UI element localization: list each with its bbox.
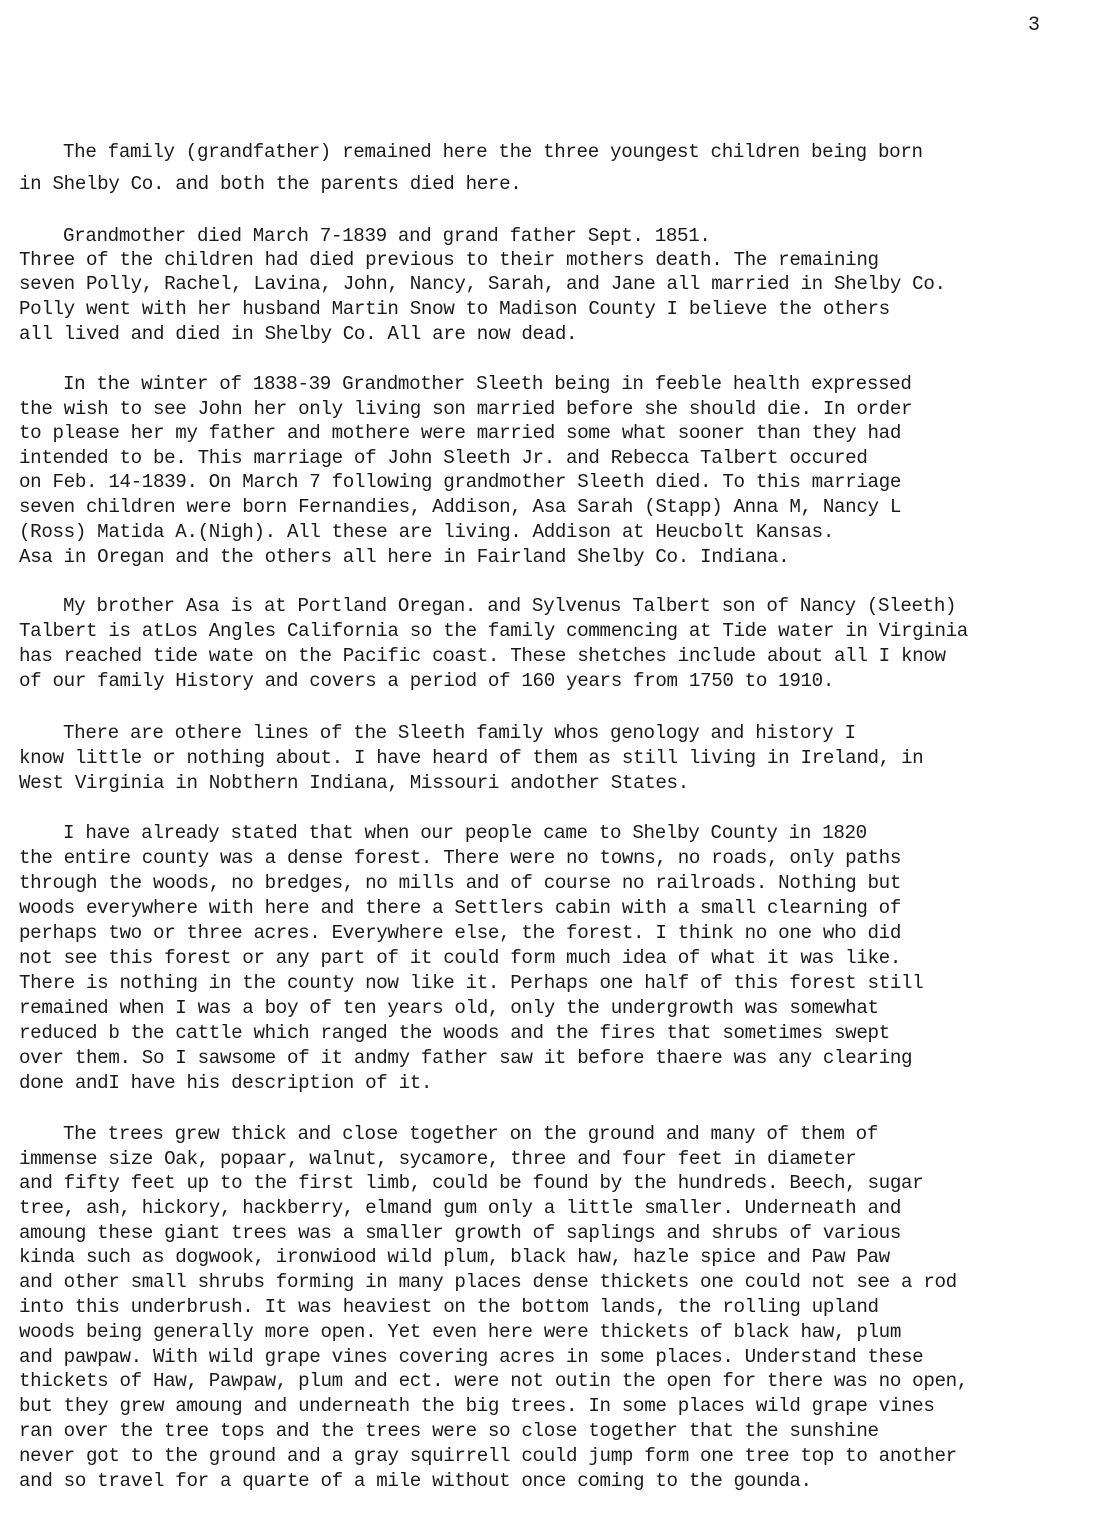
text-line: and other small shrubs forming in many places dense thickets one could not see a rod	[19, 1271, 957, 1293]
text-line: know little or nothing about. I have heard of them as still living in Ireland, in	[19, 747, 924, 769]
text-line: The family (grandfather) remained here the three youngest children being born	[63, 141, 923, 163]
text-line: but they grew amoung and underneath the big trees. In some places wild grape vines	[19, 1395, 935, 1417]
text-line: Grandmother died March 7-1839 and grand father Sept. 1851.	[63, 225, 711, 247]
text-line: not see this forest or any part of it could form much idea of what it was like.	[19, 947, 901, 969]
text-line: In the winter of 1838-39 Grandmother Sleeth being in feeble health expressed	[63, 373, 912, 395]
text-line: There are othere lines of the Sleeth family whos genology and history I	[63, 722, 856, 744]
text-line: all lived and died in Shelby Co. All are now dead.	[19, 323, 578, 345]
text-line: The trees grew thick and close together on the ground and many of them of	[63, 1123, 878, 1145]
text-line: Talbert is atLos Angles California so the family commencing at Tide water in Virginia	[19, 620, 968, 642]
text-line: Polly went with her husband Martin Snow to Madison County I believe the others	[19, 298, 890, 320]
text-line: immense size Oak, popaar, walnut, sycamore, three and four feet in diameter	[19, 1148, 857, 1170]
text-line: through the woods, no bredges, no mills and of course no railroads. Nothing but	[19, 872, 901, 894]
text-line: Asa in Oregan and the others all here in Fairland Shelby Co. Indiana.	[19, 546, 790, 568]
text-line: to please her my father and mothere were married some what sooner than they had	[19, 422, 901, 444]
text-line: remained when I was a boy of ten years old, only the undergrowth was somewhat	[19, 997, 879, 1019]
text-line: never got to the ground and a gray squirrell could jump form one tree top to another	[19, 1445, 957, 1467]
text-line: thickets of Haw, Pawpaw, plum and ect. were not outin the open for there was no open,	[19, 1370, 968, 1392]
text-line: the entire county was a dense forest. There were no towns, no roads, only paths	[19, 847, 901, 869]
text-line: of our family History and covers a period of 160 years from 1750 to 1910.	[19, 670, 834, 692]
text-line: and pawpaw. With wild grape vines covering acres in some places. Understand these	[19, 1346, 924, 1368]
text-line: (Ross) Matida A.(Nigh). All these are living. Addison at Heucbolt Kansas.	[19, 521, 834, 543]
text-line: and fifty feet up to the first limb, could be found by the hundreds. Beech, sugar	[19, 1172, 924, 1194]
text-line: intended to be. This marriage of John Sleeth Jr. and Rebecca Talbert occured	[19, 447, 868, 469]
page-number: 3	[1027, 14, 1040, 37]
text-line: kinda such as dogwook, ironwiood wild plum, black haw, hazle spice and Paw Paw	[19, 1246, 890, 1268]
text-line: amoung these giant trees was a smaller growth of saplings and shrubs of various	[19, 1222, 901, 1244]
text-line: My brother Asa is at Portland Oregan. and Sylvenus Talbert son of Nancy (Sleeth)	[63, 595, 957, 617]
text-line: over them. So I sawsome of it andmy father saw it before thaere was any clearing	[19, 1047, 913, 1069]
text-line: the wish to see John her only living son married before she should die. In order	[19, 398, 913, 420]
text-line: into this underbrush. It was heaviest on the bottom lands, the rolling upland	[19, 1296, 879, 1318]
text-line: West Virginia in Nobthern Indiana, Missouri andother States.	[19, 772, 689, 794]
text-line: There is nothing in the county now like it. Perhaps one half of this forest still	[19, 972, 924, 994]
text-line: woods being generally more open. Yet even here were thickets of black haw, plum	[19, 1321, 901, 1343]
text-line: done andI have his description of it.	[19, 1072, 433, 1094]
text-line: seven Polly, Rachel, Lavina, John, Nancy, Sarah, and Jane all married in Shelby Co.	[19, 273, 946, 295]
text-line: tree, ash, hickory, hackberry, elmand gum only a little smaller. Underneath and	[19, 1197, 901, 1219]
text-line: on Feb. 14-1839. On March 7 following grandmother Sleeth died. To this marriage	[19, 471, 901, 493]
text-line: and so travel for a quarte of a mile without once coming to the gounda.	[19, 1470, 812, 1492]
text-line: ran over the tree tops and the trees were so close together that the sunshine	[19, 1420, 879, 1442]
text-line: in Shelby Co. and both the parents died here.	[19, 173, 522, 195]
text-line: Three of the children had died previous to their mothers death. The remaining	[19, 249, 879, 271]
text-line: perhaps two or three acres. Everywhere else, the forest. I think no one who did	[19, 922, 901, 944]
text-line: seven children were born Fernandies, Addison, Asa Sarah (Stapp) Anna M, Nancy L	[19, 496, 901, 518]
text-line: woods everywhere with here and there a Settlers cabin with a small clearning of	[19, 897, 901, 919]
text-line: has reached tide wate on the Pacific coast. These shetches include about all I know	[19, 645, 946, 667]
text-line: I have already stated that when our people came to Shelby County in 1820	[63, 822, 867, 844]
text-line: reduced b the cattle which ranged the woods and the fires that sometimes swept	[19, 1022, 890, 1044]
